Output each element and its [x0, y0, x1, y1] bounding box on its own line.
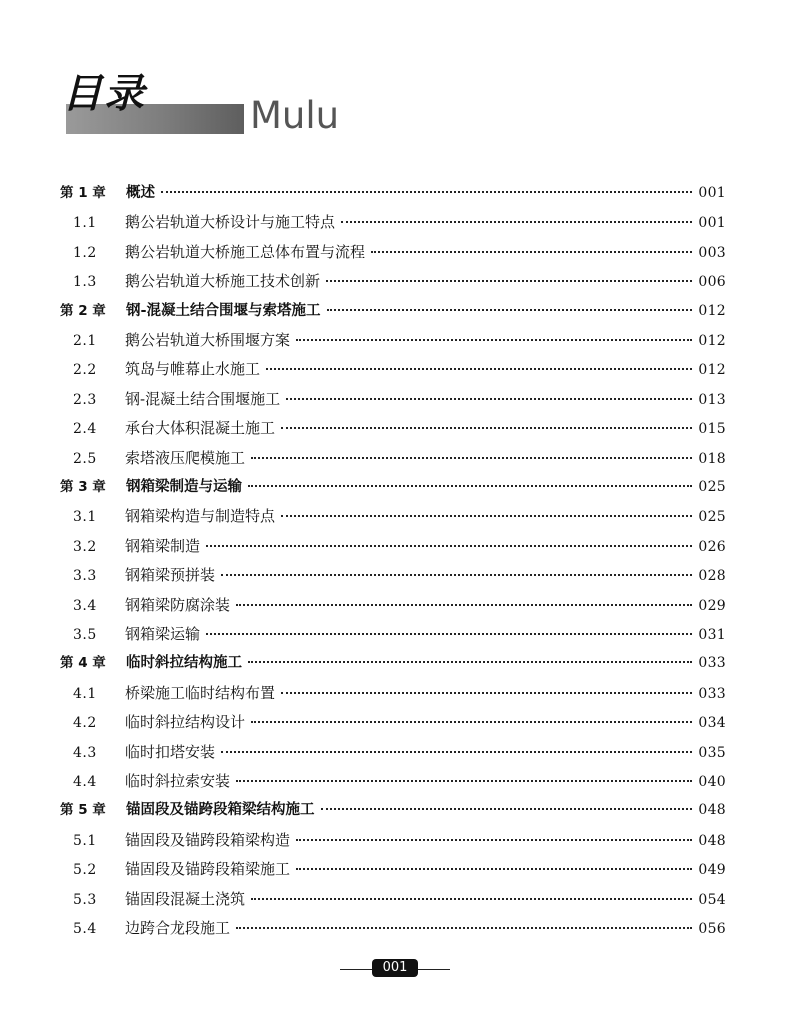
dot-leader [321, 807, 693, 810]
page-ref: 033 [698, 655, 726, 672]
section-title: 临时扣塔安装 [125, 742, 216, 761]
page-ref: 012 [698, 362, 726, 379]
chapter-number: 第 1 章 [60, 185, 106, 201]
toc-entry-line [60, 474, 726, 500]
page-ref: 040 [698, 774, 726, 790]
toc-section-entry[interactable] [0, 533, 790, 559]
toc-section-entry[interactable] [0, 386, 790, 412]
page-ref: 012 [698, 302, 726, 319]
page-ref: 029 [698, 597, 726, 614]
section-number: 5.1 [73, 832, 97, 849]
toc-entry-line [60, 650, 726, 676]
page-number: 001 [372, 959, 418, 977]
chapter-number: 第 2 章 [60, 302, 106, 319]
toc-entry-line [60, 797, 726, 823]
dot-leader [206, 632, 692, 635]
page-ref: 034 [698, 715, 726, 732]
section-number: 3.2 [73, 538, 97, 555]
toc-entry-line [73, 445, 726, 471]
dot-leader [326, 279, 692, 282]
toc-section-entry[interactable] [0, 768, 790, 794]
toc-section-entry[interactable] [0, 739, 790, 765]
toc-entry-line [73, 592, 726, 618]
section-number: 4.4 [73, 774, 97, 790]
toc-section-entry[interactable] [0, 445, 790, 471]
section-number: 4.1 [73, 685, 97, 702]
section-title: 锚固段混凝土浇筑 [125, 889, 246, 908]
section-number: 2.5 [73, 450, 97, 467]
toc-entry-line [73, 209, 726, 235]
toc-entry-line [73, 856, 726, 882]
toc-entry-line [73, 415, 726, 441]
dot-leader [251, 720, 692, 723]
toc-entry-line [73, 768, 726, 794]
section-number: 4.2 [73, 715, 97, 732]
section-title: 鹅公岩轨道大桥施工总体布置与流程 [125, 242, 366, 261]
dot-leader [266, 367, 692, 370]
toc-section-entry[interactable] [0, 592, 790, 618]
page-ref: 025 [698, 509, 726, 526]
page-ref: 048 [698, 832, 726, 849]
chapter-number: 第 5 章 [60, 802, 106, 819]
toc-section-entry[interactable] [0, 827, 790, 853]
toc-section-entry[interactable] [0, 356, 790, 382]
title-chinese: 目录 [62, 71, 146, 117]
section-title: 钢箱梁构造与制造特点 [125, 507, 276, 526]
page-ref: 012 [698, 333, 726, 349]
section-number: 3.3 [73, 568, 97, 585]
toc-section-entry[interactable] [0, 709, 790, 735]
section-number: 4.3 [73, 744, 97, 761]
toc-section-entry[interactable] [0, 915, 790, 941]
dot-leader [327, 308, 693, 311]
chapter-title: 钢-混凝土结合围堰与索塔施工 [126, 302, 321, 319]
section-title: 钢箱梁运输 [125, 625, 201, 643]
section-number: 3.4 [73, 597, 97, 614]
section-number: 1.3 [73, 274, 97, 291]
toc-entry-line [73, 621, 726, 647]
page-footer [0, 958, 790, 978]
page-ref: 018 [698, 450, 726, 467]
dot-leader [236, 926, 692, 929]
toc-entry-line [73, 709, 726, 735]
footer-rule-right [418, 969, 450, 970]
toc-section-entry[interactable] [0, 621, 790, 647]
dot-leader [341, 220, 692, 223]
page-ref: 026 [698, 538, 726, 555]
toc-section-entry[interactable] [0, 886, 790, 912]
chapter-title: 概述 [126, 185, 155, 201]
toc-section-entry[interactable] [0, 415, 790, 441]
toc-chapter-entry[interactable] [0, 298, 790, 324]
section-title: 桥梁施工临时结构布置 [125, 683, 276, 702]
toc-section-entry[interactable] [0, 503, 790, 529]
dot-leader [296, 838, 692, 841]
toc-entry-line [73, 827, 726, 853]
title-pinyin: Mulu [250, 94, 340, 137]
toc-entry-line [73, 356, 726, 382]
section-title: 鹅公岩轨道大桥设计与施工特点 [125, 213, 336, 232]
page-ref: 056 [698, 921, 726, 937]
dot-leader [251, 456, 692, 459]
page-ref: 001 [698, 185, 726, 201]
toc-section-entry[interactable] [0, 239, 790, 265]
page-ref: 025 [698, 479, 726, 495]
page-ref: 033 [698, 685, 726, 702]
toc-chapter-entry[interactable] [0, 474, 790, 500]
dot-leader [161, 190, 692, 193]
page-ref: 003 [698, 244, 726, 261]
chapter-title: 临时斜拉结构施工 [126, 655, 242, 672]
toc-entry-line [73, 915, 726, 941]
toc-entry-line [73, 739, 726, 765]
section-title: 钢箱梁制造 [125, 536, 201, 555]
toc-entry-line [73, 386, 726, 412]
section-title: 钢箱梁预拼装 [125, 566, 216, 585]
dot-leader [286, 397, 692, 400]
section-number: 5.3 [73, 891, 97, 908]
chapter-title: 钢箱梁制造与运输 [126, 479, 242, 495]
section-title: 筑岛与帷幕止水施工 [125, 360, 261, 379]
dot-leader [206, 544, 692, 547]
page-ref: 028 [698, 568, 726, 585]
dot-leader [236, 779, 692, 782]
section-title: 索塔液压爬模施工 [125, 448, 246, 467]
dot-leader [221, 573, 692, 576]
page-ref: 035 [698, 744, 726, 761]
section-number: 3.1 [73, 509, 97, 526]
toc-entry-line [73, 239, 726, 265]
toc-entry-line [73, 886, 726, 912]
section-number: 1.2 [73, 244, 97, 261]
chapter-number: 第 4 章 [60, 655, 106, 672]
toc-entry-line [73, 503, 726, 529]
toc-entry-line [73, 533, 726, 559]
page-ref: 001 [698, 215, 726, 232]
dot-leader [281, 514, 692, 517]
toc-chapter-entry[interactable] [0, 797, 790, 823]
dot-leader [296, 338, 692, 341]
section-title: 锚固段及锚跨段箱梁施工 [125, 860, 291, 879]
section-number: 2.1 [73, 333, 97, 349]
toc-section-entry[interactable] [0, 562, 790, 588]
section-title: 鹅公岩轨道大桥围堰方案 [125, 331, 291, 349]
dot-leader [221, 750, 692, 753]
page-ref: 031 [698, 627, 726, 643]
page-ref: 049 [698, 862, 726, 879]
section-title: 钢-混凝土结合围堰施工 [125, 389, 281, 408]
dot-leader [236, 603, 692, 606]
dot-leader [296, 867, 692, 870]
section-number: 5.2 [73, 862, 97, 879]
dot-leader [248, 660, 692, 663]
section-title: 鹅公岩轨道大桥施工技术创新 [125, 272, 321, 291]
footer-rule-left [340, 969, 372, 970]
section-number: 5.4 [73, 921, 97, 937]
chapter-number: 第 3 章 [60, 479, 106, 495]
page-title [62, 72, 362, 142]
dot-leader [248, 484, 692, 487]
section-number: 3.5 [73, 627, 97, 643]
toc-chapter-entry[interactable] [0, 650, 790, 676]
toc-section-entry[interactable] [0, 856, 790, 882]
toc-section-entry[interactable] [0, 327, 790, 353]
section-title: 承台大体积混凝土施工 [125, 419, 276, 438]
toc-section-entry[interactable] [0, 268, 790, 294]
toc-section-entry[interactable] [0, 209, 790, 235]
section-number: 1.1 [73, 215, 97, 232]
toc-entry-line [60, 180, 726, 206]
section-title: 临时斜拉索安装 [125, 772, 231, 790]
section-number: 2.3 [73, 391, 97, 408]
section-title: 边跨合龙段施工 [125, 919, 231, 937]
dot-leader [281, 691, 692, 694]
section-title: 临时斜拉结构设计 [125, 713, 246, 732]
page-ref: 013 [698, 391, 726, 408]
toc-chapter-entry[interactable] [0, 180, 790, 206]
page-ref: 015 [698, 421, 726, 438]
page-ref: 048 [698, 802, 726, 819]
toc-section-entry[interactable] [0, 680, 790, 706]
toc-entry-line [73, 562, 726, 588]
toc-entry-line [73, 268, 726, 294]
dot-leader [371, 250, 692, 253]
dot-leader [251, 897, 692, 900]
section-number: 2.4 [73, 421, 97, 438]
chapter-title: 锚固段及锚跨段箱梁结构施工 [126, 802, 315, 819]
dot-leader [281, 426, 692, 429]
toc-entry-line [73, 680, 726, 706]
toc-entry-line [73, 327, 726, 353]
section-title: 钢箱梁防腐涂装 [125, 595, 231, 614]
page-ref: 006 [698, 274, 726, 291]
section-number: 2.2 [73, 362, 97, 379]
section-title: 锚固段及锚跨段箱梁构造 [125, 830, 291, 849]
page-ref: 054 [698, 891, 726, 908]
toc-entry-line [60, 298, 726, 324]
